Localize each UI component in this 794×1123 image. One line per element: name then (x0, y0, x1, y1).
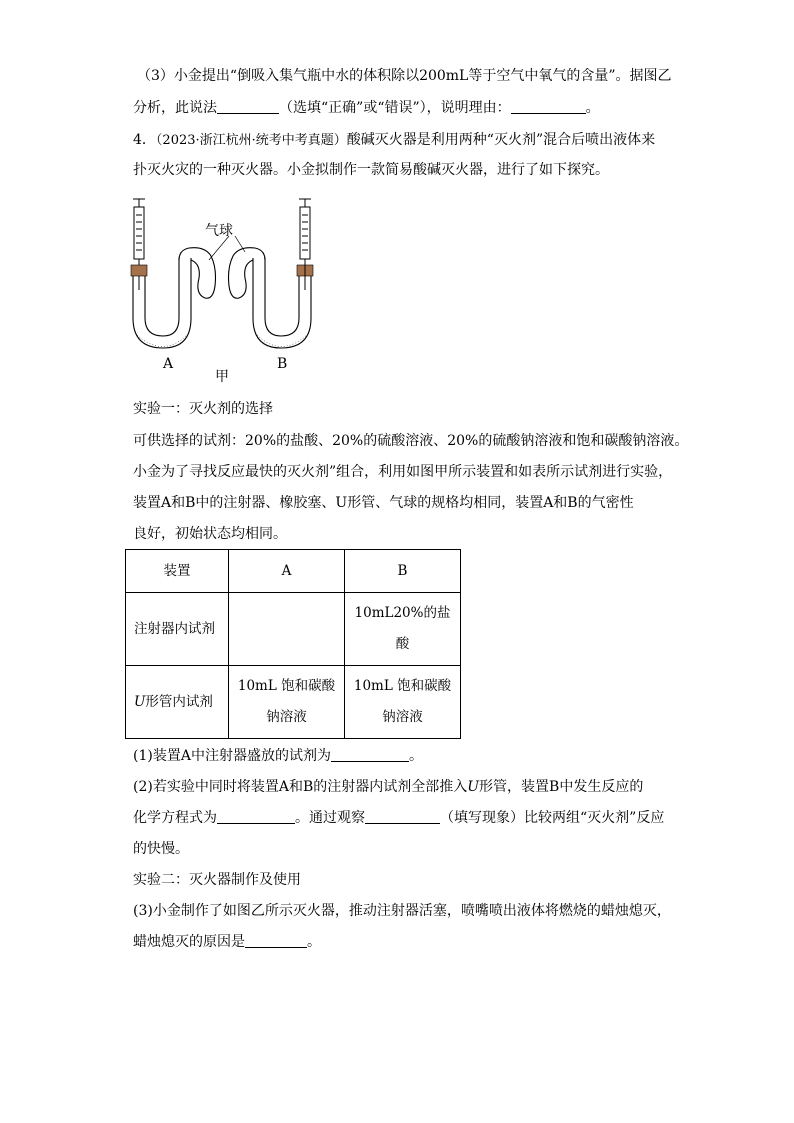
answer-blank[interactable] (331, 747, 409, 762)
exp1-line1: 可供选择的试剂：20%的盐酸、20%的硫酸溶液、20%的硫酸钠溶液和饱和碳酸钠溶液。 (133, 433, 689, 449)
table-cell: 10mL 饱和碳酸 钠溶液 (345, 666, 461, 739)
label-b: B (277, 356, 288, 372)
exp2-title: 实验二：灭火器制作及使用 (133, 872, 301, 888)
exp1-line4: 良好，初始状态均相同。 (133, 526, 287, 542)
syringe-b-icon (299, 199, 311, 290)
table-row (126, 666, 461, 739)
figure-caption: 甲 (215, 369, 229, 385)
balloon-b (229, 248, 266, 299)
q4-line1: 4．（2023·浙江杭州·统考中考真题）酸碱灭火器是利用两种“灭火剂”混合后喷出液体来 (133, 132, 656, 148)
q3-line1: （3）小金提出“倒吸入集气瓶中水的体积除以200mL等于空气中氧气的含量”。据图乙 (137, 68, 672, 84)
q4-line2: 扑灭火灾的一种灭火器。小金拟制作一款简易酸碱灭火器，进行了如下探究。 (133, 162, 609, 178)
q-sub3-line2: 蜡烛熄灭的原因是 。 (133, 934, 321, 950)
answer-blank[interactable] (365, 809, 440, 824)
table-cell: 10mL 饱和碳酸 钠溶液 (229, 666, 345, 739)
q-sub2-line1: (2)若实验中同时将装置A和B的注射器内试剂全部推入U形管，装置B中发生反应的 (133, 779, 644, 795)
question-source: （2023·浙江杭州·统考中考真题） (155, 133, 347, 148)
table-header-cell: B (345, 550, 461, 593)
exp1-line2: 小金为了寻找反应最快的灭火剂”组合，利用如图甲所示装置和如表所示试剂进行实验， (133, 464, 673, 480)
q3-line2: 分析，此说法 （选填“正确”或“错误”），说明理由： 。 (133, 100, 600, 116)
table-header-cell: A (229, 550, 345, 593)
syringe-a-icon (133, 199, 145, 290)
exp1-title: 实验一：灭火剂的选择 (133, 401, 273, 417)
answer-blank[interactable] (245, 933, 307, 948)
answer-blank[interactable] (217, 99, 279, 114)
table-cell: U形管内试剂 (126, 666, 229, 739)
label-a: A (163, 356, 174, 372)
q-sub2-line2: 化学方程式为 。通过观察 （填写现象）比较两组“灭火剂”反应 (133, 810, 665, 826)
table-row (126, 593, 461, 666)
balloon-label: 气球 (205, 223, 233, 239)
stopper-a (131, 265, 147, 276)
q-sub3-line1: (3)小金制作了如图乙所示灭火器，推动注射器活塞，喷嘴喷出液体将燃烧的蜡烛熄灭， (133, 903, 671, 919)
balloon-a (179, 248, 216, 299)
answer-blank[interactable] (511, 99, 586, 114)
apparatus-figure (125, 190, 365, 390)
table-header-row (126, 550, 461, 593)
table-header-cell: 装置 (126, 550, 229, 593)
table-cell-blank[interactable] (229, 593, 345, 666)
reagent-table (125, 549, 461, 739)
table-cell: 注射器内试剂 (126, 593, 229, 666)
q-sub1: (1)装置A中注射器盛放的试剂为 。 (133, 748, 423, 764)
q-sub2-line3: 的快慢。 (133, 841, 189, 857)
table-cell: 10mL20%的盐 酸 (345, 593, 461, 666)
exp1-line3: 装置A和B中的注射器、橡胶塞、U形管、气球的规格均相同，装置A和B的气密性 (133, 495, 634, 511)
answer-blank[interactable] (217, 809, 295, 824)
